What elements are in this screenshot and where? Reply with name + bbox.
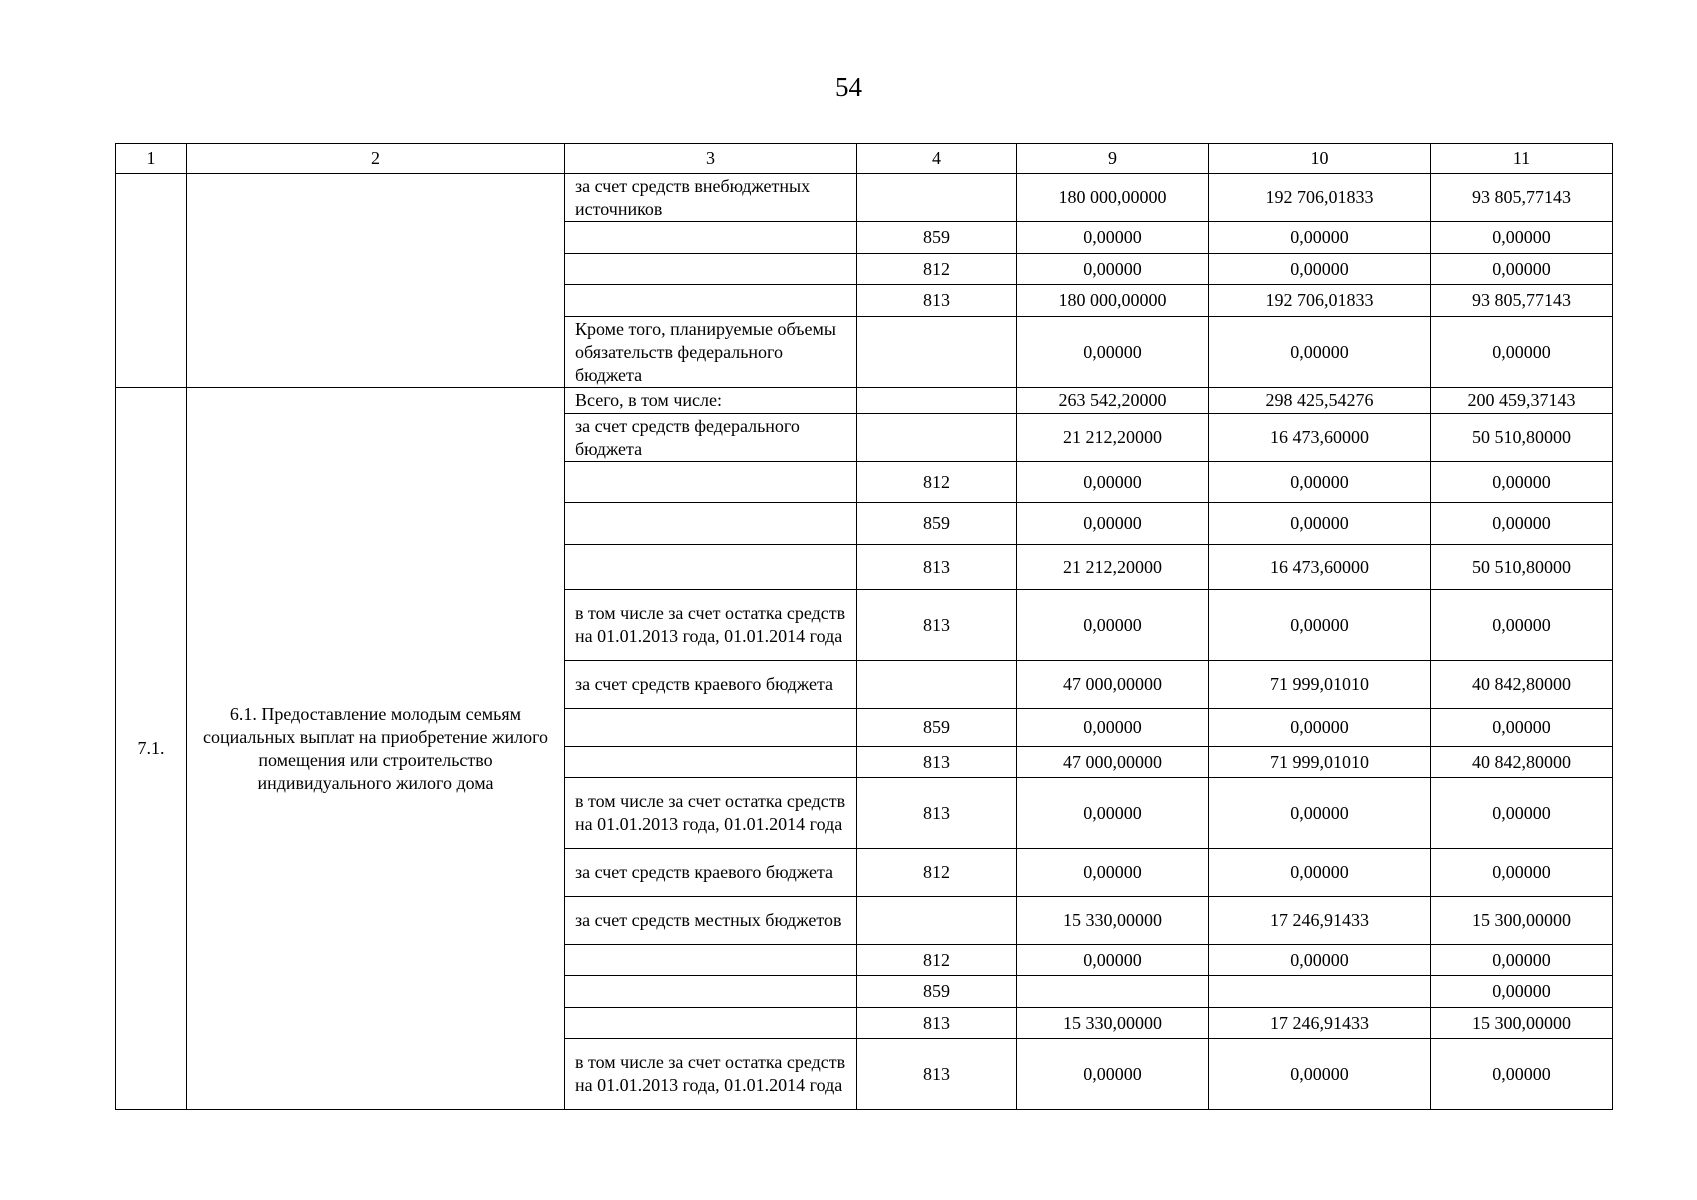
code-cell: 859 bbox=[857, 976, 1017, 1008]
code-cell bbox=[857, 174, 1017, 222]
value-col10-cell: 71 999,01010 bbox=[1209, 747, 1431, 778]
value-col9-cell: 0,00000 bbox=[1017, 503, 1209, 545]
table-row bbox=[116, 388, 1613, 414]
header-cell-1: 1 bbox=[116, 144, 187, 174]
value-col11-cell: 93 805,77143 bbox=[1431, 174, 1613, 222]
funding-source-cell: в том числе за счет остатка средств на 01.01.2013 года, 01.01.2014 года bbox=[565, 778, 857, 849]
value-col10-cell: 0,00000 bbox=[1209, 222, 1431, 254]
value-col9-cell: 0,00000 bbox=[1017, 849, 1209, 897]
header-cell-3: 3 bbox=[565, 144, 857, 174]
value-col11-cell: 0,00000 bbox=[1431, 976, 1613, 1008]
code-cell bbox=[857, 414, 1017, 462]
code-cell: 859 bbox=[857, 222, 1017, 254]
value-col10-cell: 17 246,91433 bbox=[1209, 897, 1431, 945]
table-row bbox=[116, 174, 1613, 222]
funding-source-cell bbox=[565, 503, 857, 545]
code-cell: 812 bbox=[857, 849, 1017, 897]
value-col11-cell: 200 459,37143 bbox=[1431, 388, 1613, 414]
code-cell: 859 bbox=[857, 709, 1017, 747]
value-col9-cell: 47 000,00000 bbox=[1017, 747, 1209, 778]
code-cell: 812 bbox=[857, 462, 1017, 503]
funding-source-cell: за счет средств краевого бюджета bbox=[565, 849, 857, 897]
value-col10-cell: 16 473,60000 bbox=[1209, 414, 1431, 462]
funding-source-cell: Всего, в том числе: bbox=[565, 388, 857, 414]
funding-source-cell: Кроме того, планируемые объемы обязательств федерального бюджета bbox=[565, 317, 857, 388]
header-cell-9: 9 bbox=[1017, 144, 1209, 174]
value-col10-cell: 17 246,91433 bbox=[1209, 1008, 1431, 1039]
item-number-cell: 7.1. bbox=[116, 388, 187, 1110]
funding-source-cell: за счет средств местных бюджетов bbox=[565, 897, 857, 945]
code-cell: 813 bbox=[857, 545, 1017, 590]
value-col9-cell: 180 000,00000 bbox=[1017, 174, 1209, 222]
value-col11-cell: 15 300,00000 bbox=[1431, 897, 1613, 945]
value-col10-cell: 0,00000 bbox=[1209, 462, 1431, 503]
code-cell: 813 bbox=[857, 285, 1017, 317]
funding-source-cell bbox=[565, 1008, 857, 1039]
value-col11-cell: 93 805,77143 bbox=[1431, 285, 1613, 317]
code-cell: 859 bbox=[857, 503, 1017, 545]
value-col10-cell: 0,00000 bbox=[1209, 709, 1431, 747]
item-description-cell: 6.1. Предоставление молодым семьям социальных выплат на приобретение жилого помещения или строительство индивидуального жилого дома bbox=[187, 388, 565, 1110]
value-col9-cell bbox=[1017, 976, 1209, 1008]
value-col9-cell: 0,00000 bbox=[1017, 778, 1209, 849]
value-col10-cell: 0,00000 bbox=[1209, 849, 1431, 897]
value-col9-cell: 0,00000 bbox=[1017, 590, 1209, 661]
value-col9-cell: 21 212,20000 bbox=[1017, 414, 1209, 462]
page-number: 54 bbox=[835, 72, 862, 102]
value-col10-cell bbox=[1209, 976, 1431, 1008]
header-cell-11: 11 bbox=[1431, 144, 1613, 174]
code-cell bbox=[857, 388, 1017, 414]
code-cell: 813 bbox=[857, 1039, 1017, 1110]
code-cell: 812 bbox=[857, 945, 1017, 976]
value-col11-cell: 40 842,80000 bbox=[1431, 747, 1613, 778]
header-row bbox=[116, 144, 1613, 174]
value-col11-cell: 0,00000 bbox=[1431, 945, 1613, 976]
value-col11-cell: 0,00000 bbox=[1431, 317, 1613, 388]
value-col9-cell: 180 000,00000 bbox=[1017, 285, 1209, 317]
value-col10-cell: 0,00000 bbox=[1209, 945, 1431, 976]
code-cell: 812 bbox=[857, 254, 1017, 285]
value-col9-cell: 47 000,00000 bbox=[1017, 661, 1209, 709]
value-col9-cell: 21 212,20000 bbox=[1017, 545, 1209, 590]
value-col10-cell: 298 425,54276 bbox=[1209, 388, 1431, 414]
value-col10-cell: 71 999,01010 bbox=[1209, 661, 1431, 709]
funding-source-cell bbox=[565, 945, 857, 976]
header-cell-2: 2 bbox=[187, 144, 565, 174]
funding-source-cell bbox=[565, 222, 857, 254]
value-col9-cell: 15 330,00000 bbox=[1017, 1008, 1209, 1039]
value-col9-cell: 0,00000 bbox=[1017, 254, 1209, 285]
value-col11-cell: 0,00000 bbox=[1431, 462, 1613, 503]
value-col10-cell: 16 473,60000 bbox=[1209, 545, 1431, 590]
header-cell-10: 10 bbox=[1209, 144, 1431, 174]
value-col11-cell: 0,00000 bbox=[1431, 849, 1613, 897]
value-col9-cell: 0,00000 bbox=[1017, 945, 1209, 976]
funding-source-cell: в том числе за счет остатка средств на 01.01.2013 года, 01.01.2014 года bbox=[565, 590, 857, 661]
value-col9-cell: 0,00000 bbox=[1017, 1039, 1209, 1110]
value-col10-cell: 0,00000 bbox=[1209, 590, 1431, 661]
value-col10-cell: 0,00000 bbox=[1209, 317, 1431, 388]
funding-source-cell bbox=[565, 709, 857, 747]
item-number-cell bbox=[116, 174, 187, 388]
funding-source-cell bbox=[565, 285, 857, 317]
value-col9-cell: 0,00000 bbox=[1017, 222, 1209, 254]
value-col10-cell: 0,00000 bbox=[1209, 778, 1431, 849]
value-col9-cell: 0,00000 bbox=[1017, 462, 1209, 503]
item-description-cell bbox=[187, 174, 565, 388]
value-col11-cell: 0,00000 bbox=[1431, 1039, 1613, 1110]
budget-table bbox=[115, 143, 1613, 1110]
code-cell: 813 bbox=[857, 747, 1017, 778]
funding-source-cell: за счет средств федерального бюджета bbox=[565, 414, 857, 462]
funding-source-cell: в том числе за счет остатка средств на 01.01.2013 года, 01.01.2014 года bbox=[565, 1039, 857, 1110]
funding-source-cell bbox=[565, 545, 857, 590]
value-col11-cell: 0,00000 bbox=[1431, 778, 1613, 849]
value-col10-cell: 192 706,01833 bbox=[1209, 174, 1431, 222]
funding-source-cell bbox=[565, 747, 857, 778]
funding-source-cell bbox=[565, 254, 857, 285]
value-col11-cell: 0,00000 bbox=[1431, 503, 1613, 545]
value-col9-cell: 0,00000 bbox=[1017, 709, 1209, 747]
table-body bbox=[116, 174, 1613, 1110]
value-col9-cell: 263 542,20000 bbox=[1017, 388, 1209, 414]
header-cell-4: 4 bbox=[857, 144, 1017, 174]
value-col10-cell: 0,00000 bbox=[1209, 254, 1431, 285]
funding-source-cell: за счет средств краевого бюджета bbox=[565, 661, 857, 709]
funding-source-cell bbox=[565, 462, 857, 503]
value-col11-cell: 0,00000 bbox=[1431, 709, 1613, 747]
value-col11-cell: 50 510,80000 bbox=[1431, 545, 1613, 590]
value-col11-cell: 0,00000 bbox=[1431, 590, 1613, 661]
value-col11-cell: 0,00000 bbox=[1431, 222, 1613, 254]
value-col9-cell: 15 330,00000 bbox=[1017, 897, 1209, 945]
value-col11-cell: 40 842,80000 bbox=[1431, 661, 1613, 709]
value-col11-cell: 50 510,80000 bbox=[1431, 414, 1613, 462]
code-cell bbox=[857, 317, 1017, 388]
value-col10-cell: 0,00000 bbox=[1209, 503, 1431, 545]
value-col9-cell: 0,00000 bbox=[1017, 317, 1209, 388]
value-col11-cell: 0,00000 bbox=[1431, 254, 1613, 285]
code-cell: 813 bbox=[857, 778, 1017, 849]
funding-source-cell: за счет средств внебюджетных источников bbox=[565, 174, 857, 222]
code-cell: 813 bbox=[857, 590, 1017, 661]
value-col10-cell: 192 706,01833 bbox=[1209, 285, 1431, 317]
value-col10-cell: 0,00000 bbox=[1209, 1039, 1431, 1110]
value-col11-cell: 15 300,00000 bbox=[1431, 1008, 1613, 1039]
funding-source-cell bbox=[565, 976, 857, 1008]
code-cell: 813 bbox=[857, 1008, 1017, 1039]
code-cell bbox=[857, 661, 1017, 709]
code-cell bbox=[857, 897, 1017, 945]
